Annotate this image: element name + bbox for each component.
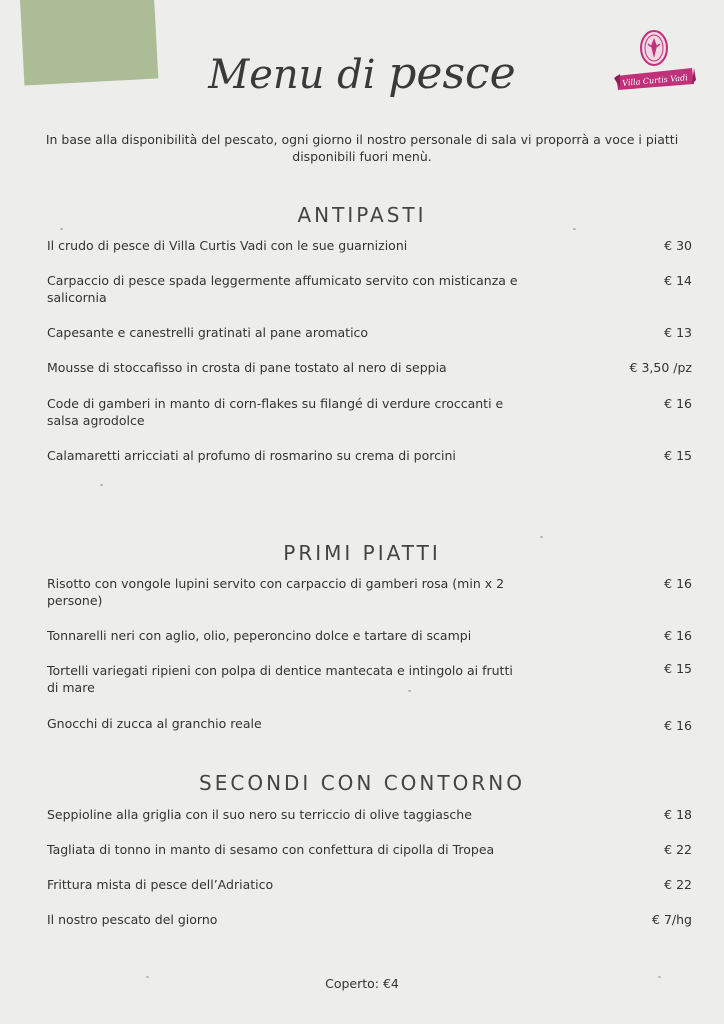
item-name: Capesante e canestrelli gratinati al pane aromatico — [47, 325, 369, 340]
title-main: Menu di — [208, 52, 376, 98]
villa-curtis-vadi-logo — [612, 28, 696, 98]
item-name: Risotto con vongole lupini servito con carpaccio di gamberi rosa (min x 2 persone) — [47, 576, 505, 608]
paper-speck — [573, 228, 576, 230]
item-name: Il crudo di pesce di Villa Curtis Vadi con le sue guarnizioni — [47, 238, 408, 253]
paper-speck — [540, 536, 543, 538]
title-script: pesce — [388, 48, 516, 99]
item-price: € 13 — [664, 325, 692, 340]
paper-speck — [60, 228, 63, 230]
item-price: € 18 — [664, 807, 692, 822]
item-price: € 3,50 /pz — [629, 360, 692, 375]
paper-speck — [100, 484, 103, 486]
item-price: € 14 — [664, 273, 692, 288]
item-price: € 16 — [664, 576, 692, 591]
item-name: Mousse di stoccafisso in crosta di pane tostato al nero di seppia — [47, 360, 447, 375]
item-name: Gnocchi di zucca al granchio reale — [47, 716, 262, 731]
cover-charge: Coperto: €4 — [325, 976, 399, 991]
item-price: € 16 — [664, 628, 692, 643]
item-name: Calamaretti arricciati al profumo di rosmarino su crema di porcini — [47, 448, 456, 463]
item-price: € 30 — [664, 238, 692, 253]
section-title-antipasti: ANTIPASTI — [297, 203, 427, 227]
item-price: € 22 — [664, 877, 692, 892]
item-name: Seppioline alla griglia con il suo nero su terriccio di olive taggiasche — [47, 807, 472, 822]
item-name: Frittura mista di pesce dell’Adriatico — [47, 877, 274, 892]
section-title-primi: PRIMI PIATTI — [283, 541, 441, 565]
item-name: Carpaccio di pesce spada leggermente affumicato servito con misticanza e salicornia — [47, 273, 518, 305]
item-price: € 7/hg — [652, 912, 692, 927]
intro-text: In base alla disponibilità del pescato, ogni giorno il nostro personale di sala vi proporrà a voce i piatti disponibili fuori menù. — [45, 132, 679, 164]
item-price: € 22 — [664, 842, 692, 857]
item-name: Tagliata di tonno in manto di sesamo con confettura di cipolla di Tropea — [47, 842, 495, 857]
item-name: Code di gamberi in manto di corn-flakes su filangé di verdure croccanti e salsa agrodolce — [47, 396, 504, 428]
item-price: € 16 — [664, 396, 692, 411]
item-price: € 15 — [664, 661, 692, 676]
section-title-secondi: SECONDI CON CONTORNO — [199, 771, 525, 795]
item-name: Il nostro pescato del giorno — [47, 912, 218, 927]
item-name: Tonnarelli neri con aglio, olio, peperoncino dolce e tartare di scampi — [47, 628, 472, 643]
item-name: Tortelli variegati ripieni con polpa di dentice mantecata e intingolo ai frutti di mare — [47, 663, 513, 695]
item-price: € 16 — [664, 718, 692, 733]
item-price: € 15 — [664, 448, 692, 463]
logo-text: Villa Curtis Vadi — [621, 73, 689, 88]
